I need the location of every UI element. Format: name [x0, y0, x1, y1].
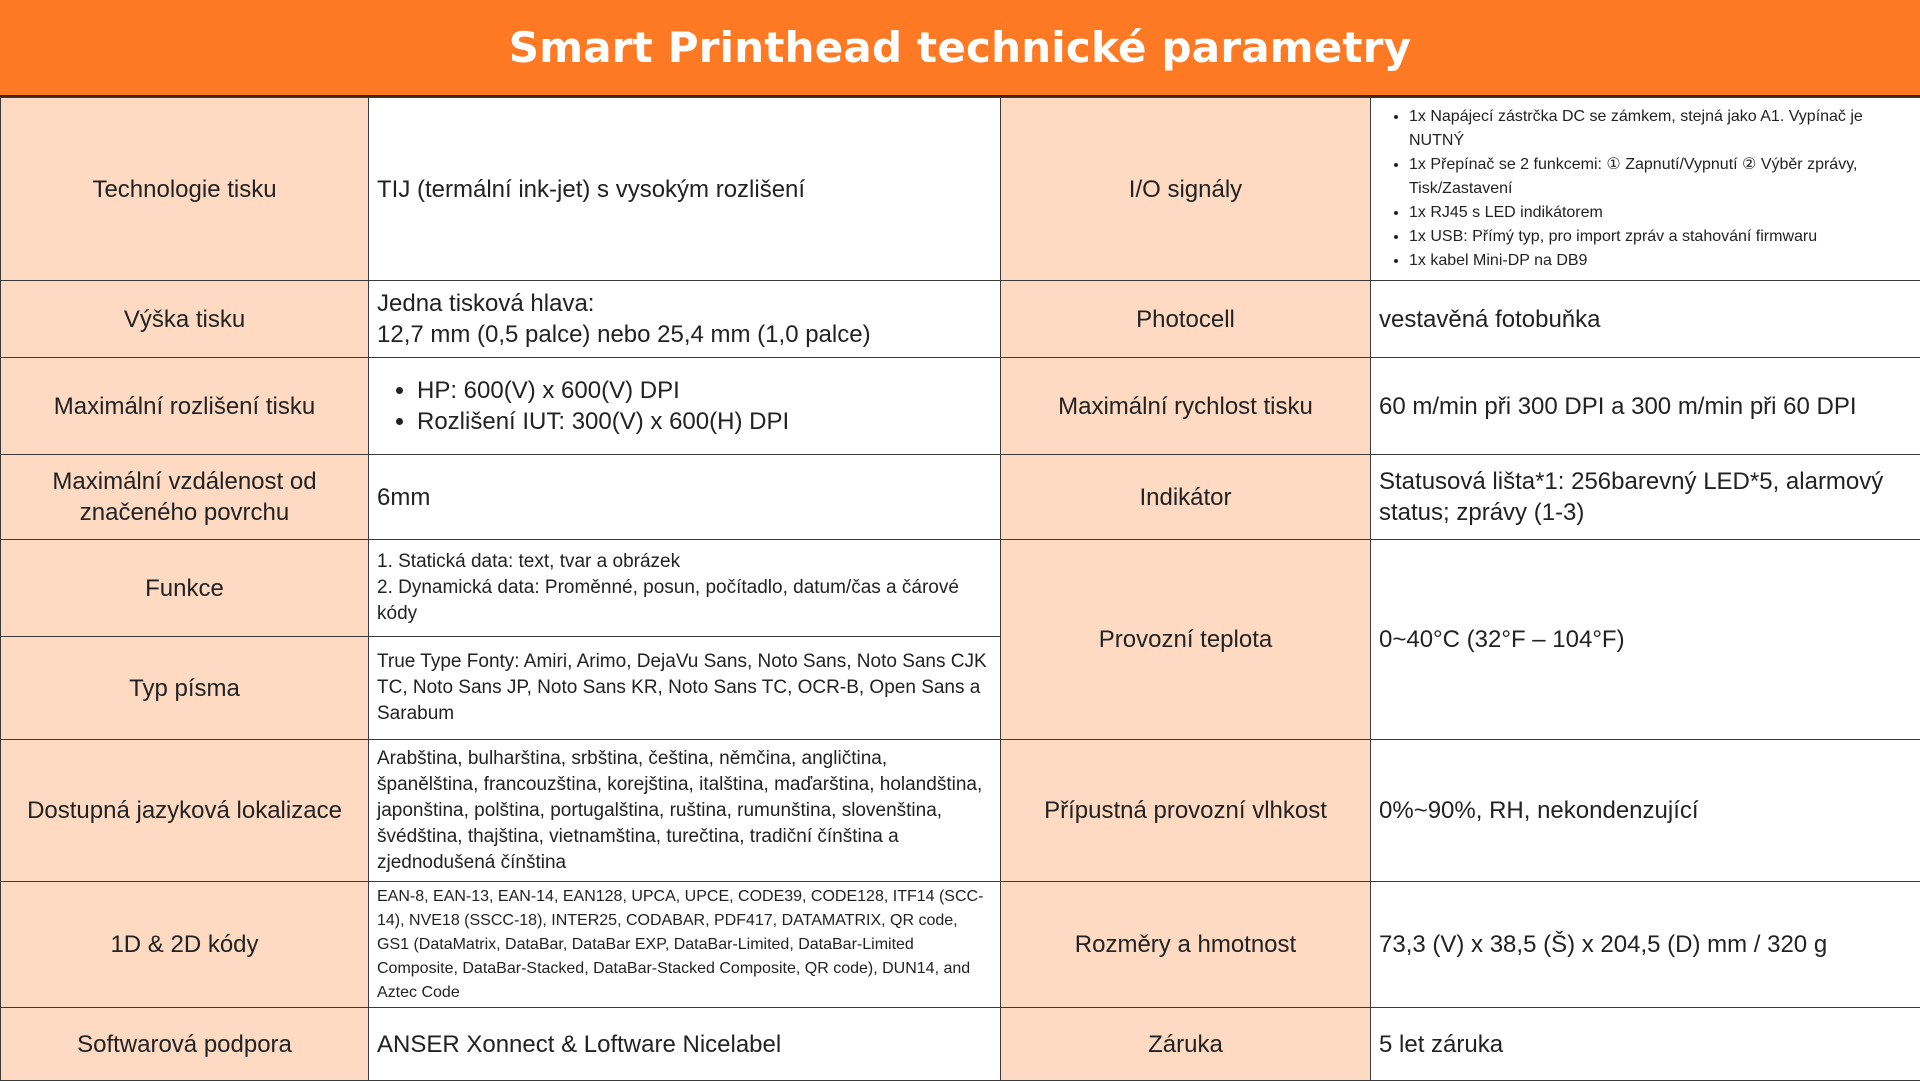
io-item: • 1x RJ45 s LED indikátorem	[1409, 201, 1912, 225]
table-row	[1, 358, 1920, 455]
table-row	[1, 281, 1920, 358]
dims-value: 73,3 (V) x 38,5 (Š) x 204,5 (D) mm / 320 g	[1371, 882, 1920, 1008]
height-value	[369, 281, 1001, 358]
io-item: • 1x Napájecí zástrčka DC se zámkem, stejná jako A1. Vypínač je NUTNÝ	[1409, 105, 1912, 153]
io-value	[1371, 98, 1920, 281]
title-bar	[0, 0, 1920, 97]
resolution-list	[377, 375, 992, 437]
codes-label: 1D & 2D kódy	[1, 882, 369, 1008]
functions-line-1: 1. Statická data: text, tvar a obrázek	[377, 549, 992, 575]
height-line-2: 12,7 mm (0,5 palce) nebo 25,4 mm (1,0 palce)	[377, 319, 992, 350]
functions-value	[369, 540, 1001, 637]
io-list	[1379, 105, 1912, 273]
table-row	[1, 740, 1920, 882]
tech-label: Technologie tisku	[1, 98, 369, 281]
io-item: • 1x USB: Přímý typ, pro import zpráv a stahování firmwaru	[1409, 225, 1912, 249]
distance-label: Maximální vzdálenost od značeného povrchu	[1, 455, 369, 540]
functions-label: Funkce	[1, 540, 369, 637]
indicator-label: Indikátor	[1001, 455, 1371, 540]
io-label: I/O signály	[1001, 98, 1371, 281]
photocell-label: Photocell	[1001, 281, 1371, 358]
lang-label: Dostupná jazyková lokalizace	[1, 740, 369, 882]
height-line-1: Jedna tisková hlava:	[377, 288, 992, 319]
table-row	[1, 455, 1920, 540]
temp-label: Provozní teplota	[1001, 540, 1371, 740]
tech-value: TIJ (termální ink-jet) s vysokým rozlišení	[369, 98, 1001, 281]
codes-value: EAN-8, EAN-13, EAN-14, EAN128, UPCA, UPCE, CODE39, CODE128, ITF14 (SCC-14), NVE18 (SSCC-18), INTER25, CODABAR, PDF417, DATAMATRIX, QR code, GS1 (DataMatrix, DataBar, DataBar EXP, DataBar-Limited, DataBar-Limited Composite, DataBar-Stacked, DataBar-Stacked Composite, QR code), DUN14, and Aztec Code	[369, 882, 1001, 1008]
resolution-value	[369, 358, 1001, 455]
distance-value: 6mm	[369, 455, 1001, 540]
lang-value: Arabština, bulharština, srbština, čeština, němčina, angličtina, španělština, francouzština, korejština, italština, maďarština, holandština, japonština, polština, portugalština, ruština, rumunština, slovenština, švédština, thajština, vietnamština, turečtina, tradiční čínština a zjednodušená čínština	[369, 740, 1001, 882]
indicator-value: Statusová lišta*1: 256barevný LED*5, alarmový status; zprávy (1-3)	[1371, 455, 1920, 540]
font-value: True Type Fonty: Amiri, Arimo, DejaVu Sans, Noto Sans, Noto Sans CJK TC, Noto Sans JP, Noto Sans KR, Noto Sans TC, OCR-B, Open Sans a Sarabum	[369, 637, 1001, 740]
software-value: ANSER Xonnect & Loftware Nicelabel	[369, 1008, 1001, 1081]
temp-value: 0~40°C (32°F – 104°F)	[1371, 540, 1920, 740]
font-label: Typ písma	[1, 637, 369, 740]
resolution-item: • HP: 600(V) x 600(V) DPI	[417, 375, 992, 406]
dims-label: Rozměry a hmotnost	[1001, 882, 1371, 1008]
resolution-item: • Rozlišení IUT: 300(V) x 600(H) DPI	[417, 406, 992, 437]
speed-label: Maximální rychlost tisku	[1001, 358, 1371, 455]
table-row	[1, 1008, 1920, 1081]
table-row	[1, 540, 1920, 637]
humidity-value: 0%~90%, RH, nekondenzující	[1371, 740, 1920, 882]
photocell-value: vestavěná fotobuňka	[1371, 281, 1920, 358]
speed-value: 60 m/min při 300 DPI a 300 m/min při 60 DPI	[1371, 358, 1920, 455]
warranty-value: 5 let záruka	[1371, 1008, 1920, 1081]
warranty-label: Záruka	[1001, 1008, 1371, 1081]
resolution-label: Maximální rozlišení tisku	[1, 358, 369, 455]
table-row	[1, 882, 1920, 1008]
table-row	[1, 98, 1920, 281]
io-item: • 1x kabel Mini-DP na DB9	[1409, 249, 1912, 273]
functions-line-2: 2. Dynamická data: Proměnné, posun, počítadlo, datum/čas a čárové kódy	[377, 575, 992, 627]
software-label: Softwarová podpora	[1, 1008, 369, 1081]
height-label: Výška tisku	[1, 281, 369, 358]
spec-table	[0, 97, 1920, 1081]
page-title: Smart Printhead technické parametry	[509, 23, 1411, 72]
humidity-label: Přípustná provozní vlhkost	[1001, 740, 1371, 882]
io-item: • 1x Přepínač se 2 funkcemi: ① Zapnutí/Vypnutí ② Výběr zprávy, Tisk/Zastavení	[1409, 153, 1912, 201]
